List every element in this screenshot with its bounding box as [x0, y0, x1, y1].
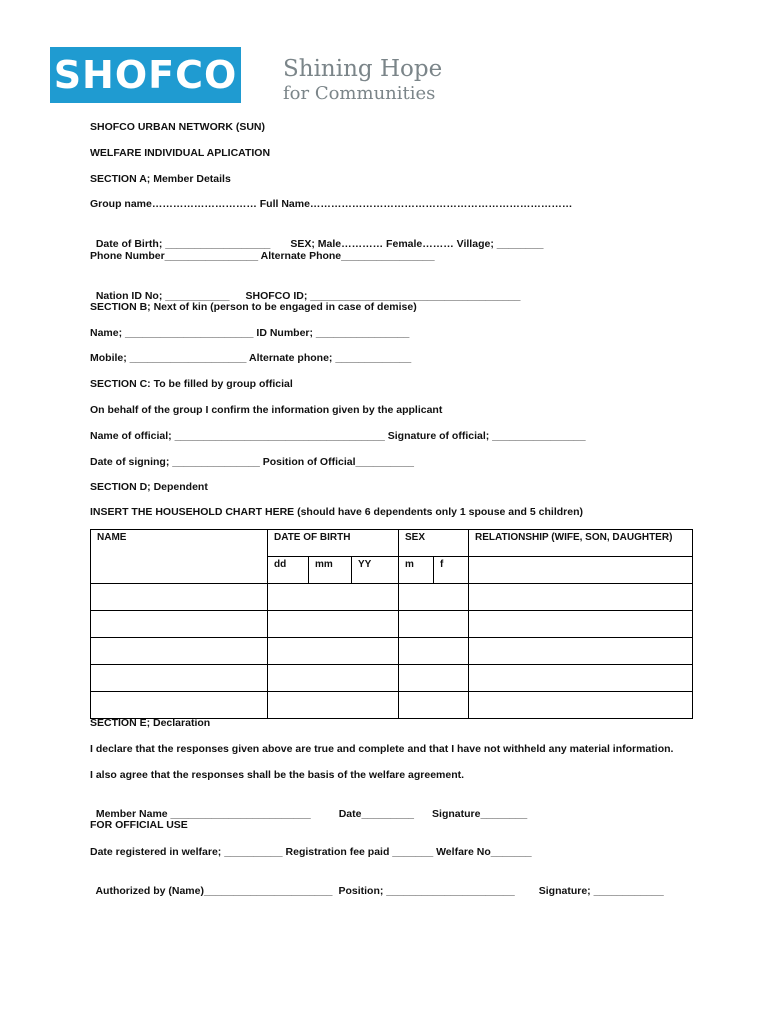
- relationship-subheader: [469, 557, 693, 584]
- dob-yy: YY: [358, 559, 372, 570]
- member-name-field[interactable]: Member Name ________________________: [95, 808, 311, 820]
- member-signature-field[interactable]: Signature________: [432, 808, 528, 820]
- form-title: WELFARE INDIVIDUAL APLICATION: [90, 147, 271, 159]
- table-row: [91, 692, 693, 719]
- sex-cell[interactable]: [399, 638, 469, 665]
- sex-subheader: [399, 557, 469, 584]
- tagline: [283, 55, 442, 105]
- logo-text: SHOFCO: [53, 53, 238, 97]
- official-name-field[interactable]: Name of official; ____________________________________ Signature of official; ________________: [90, 430, 586, 442]
- dob-cell[interactable]: [268, 638, 399, 665]
- dob-cell[interactable]: [268, 692, 399, 719]
- header-relationship: RELATIONSHIP (WIFE, SON, DAUGHTER): [469, 530, 693, 557]
- relationship-cell[interactable]: [469, 584, 693, 611]
- sex-cell[interactable]: [399, 665, 469, 692]
- relationship-cell[interactable]: [469, 638, 693, 665]
- phone-field[interactable]: Phone Number________________ Alternate Phone________________: [90, 250, 435, 262]
- sex-cell[interactable]: [399, 584, 469, 611]
- id-row: [90, 275, 520, 303]
- agreement-text: I also agree that the responses shall be the basis of the welfare agreement.: [90, 769, 465, 781]
- sex-f: f: [440, 559, 444, 570]
- dob-subheader: [268, 557, 399, 584]
- relationship-cell[interactable]: [469, 665, 693, 692]
- section-d-title: SECTION D; Dependent: [90, 481, 208, 493]
- kin-mobile-field[interactable]: Mobile; ____________________ Alternate phone; _____________: [90, 352, 412, 364]
- declaration-text: I declare that the responses given above are true and complete and that I have not withheld any material information.: [90, 743, 674, 755]
- dob-sex-row: [90, 223, 543, 251]
- official-use-title: FOR OFFICIAL USE: [90, 819, 188, 831]
- network-title: SHOFCO URBAN NETWORK (SUN): [90, 121, 265, 133]
- section-e-title: SECTION E; Declaration: [90, 717, 211, 729]
- household-instruction: INSERT THE HOUSEHOLD CHART HERE (should have 6 dependents only 1 spouse and 5 children): [90, 506, 583, 518]
- dob-field[interactable]: Date of Birth; __________________: [95, 238, 271, 250]
- dob-dd: dd: [268, 557, 309, 583]
- header-sex: SEX: [399, 530, 469, 557]
- table-row: [91, 611, 693, 638]
- table-row: [91, 584, 693, 611]
- header-dob: DATE OF BIRTH: [268, 530, 399, 557]
- authorized-name-field[interactable]: Authorized by (Name)______________________: [95, 885, 333, 897]
- authorized-row: [90, 870, 664, 898]
- relationship-cell[interactable]: [469, 611, 693, 638]
- nation-id-field[interactable]: Nation ID No; ___________: [95, 290, 230, 302]
- signing-date-field[interactable]: Date of signing; _______________ Position of Official__________: [90, 456, 414, 468]
- registration-field[interactable]: Date registered in welfare; __________ Registration fee paid _______ Welfare No_______: [90, 846, 532, 858]
- header-name: NAME: [91, 530, 268, 584]
- name-cell[interactable]: [91, 611, 268, 638]
- confirm-text: On behalf of the group I confirm the information given by the applicant: [90, 404, 443, 416]
- sex-cell[interactable]: [399, 611, 469, 638]
- section-c-title: SECTION C: To be filled by group official: [90, 378, 293, 390]
- sex-m: m: [399, 557, 434, 583]
- authorized-signature-field[interactable]: Signature; ____________: [538, 885, 664, 897]
- tagline-line1: Shining Hope: [283, 56, 443, 82]
- table-row: [91, 638, 693, 665]
- sex-village-field[interactable]: SEX; Male………… Female……… Village; ________: [290, 238, 544, 250]
- relationship-cell[interactable]: [469, 692, 693, 719]
- dob-mm: mm: [309, 557, 352, 583]
- household-chart: [90, 529, 693, 719]
- name-cell[interactable]: [91, 692, 268, 719]
- authorized-position-field[interactable]: Position; ______________________: [338, 885, 515, 897]
- group-name-field[interactable]: Group name………………………… Full Name…………………………………………………………………: [90, 198, 573, 210]
- dob-cell[interactable]: [268, 584, 399, 611]
- member-date-field[interactable]: Date_________: [338, 808, 415, 820]
- tagline-line2: for Communities: [283, 83, 436, 104]
- shofco-logo: [50, 47, 241, 103]
- member-row: [90, 793, 527, 821]
- dob-cell[interactable]: [268, 665, 399, 692]
- kin-name-field[interactable]: Name; ______________________ ID Number; ________________: [90, 327, 410, 339]
- sex-cell[interactable]: [399, 692, 469, 719]
- section-b-title: SECTION B; Next of kin (person to be engaged in case of demise): [90, 301, 417, 313]
- name-cell[interactable]: [91, 638, 268, 665]
- dob-cell[interactable]: [268, 611, 399, 638]
- name-cell[interactable]: [91, 584, 268, 611]
- table-row: [91, 665, 693, 692]
- name-cell[interactable]: [91, 665, 268, 692]
- shofco-id-field[interactable]: SHOFCO ID; ____________________________________: [245, 290, 521, 302]
- section-a-title: SECTION A; Member Details: [90, 173, 231, 185]
